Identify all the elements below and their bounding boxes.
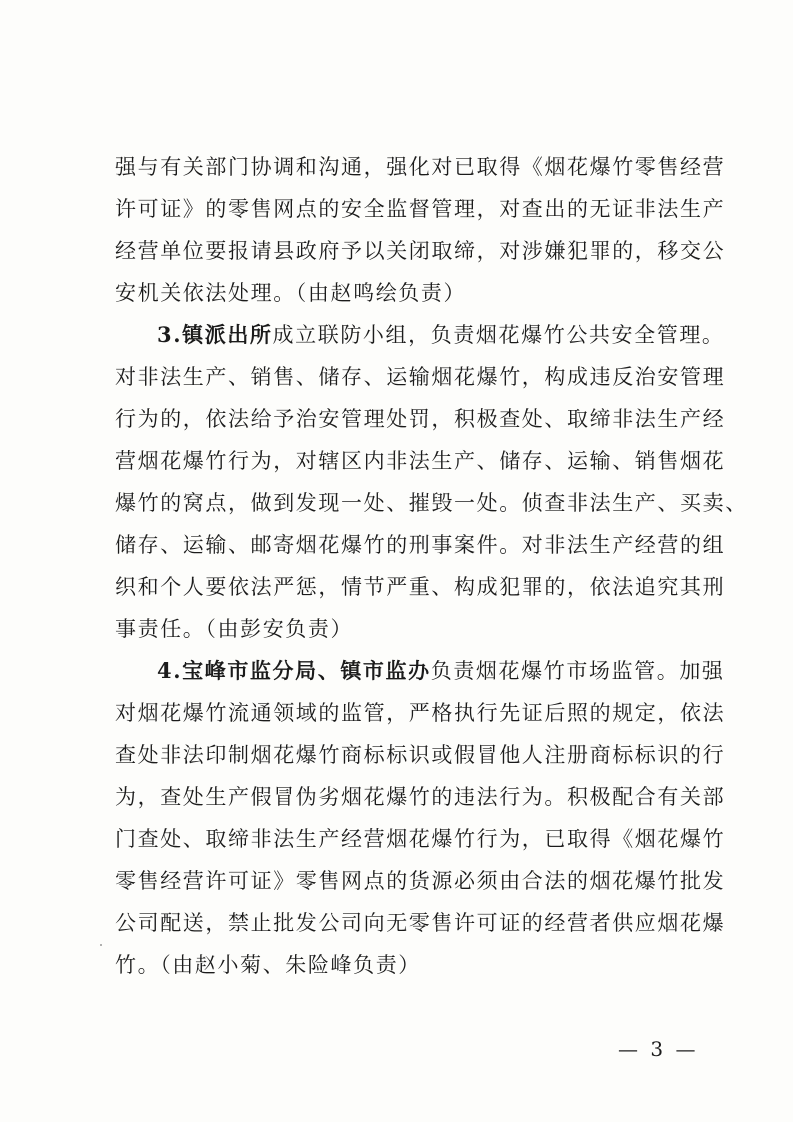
scan-speck <box>100 944 102 946</box>
text-line: 事责任。（由彭安负责） <box>115 617 354 641</box>
text-line: 储存、运输、邮寄烟花爆竹的刑事案件。对非法生产经营的组 <box>115 533 726 557</box>
text-line: 门查处、取缔非法生产经营烟花爆竹行为，已取得《烟花爆竹 <box>115 827 726 851</box>
paragraph-first-line <box>115 314 725 356</box>
text-line: 公司配送，禁止批发公司向无零售许可证的经营者供应烟花爆 <box>115 911 726 935</box>
page-number: — 3 — <box>618 1037 699 1061</box>
text-line: 竹。（由赵小菊、朱险峰负责） <box>115 953 421 977</box>
text-line: 对非法生产、销售、储存、运输烟花爆竹，构成违反治安管理 <box>115 365 726 389</box>
section-heading-police: 3.镇派出所 <box>157 322 273 347</box>
text-line: 织和个人要依法严惩，情节严重、构成犯罪的，依法追究其刑 <box>115 575 726 599</box>
body-text <box>115 146 748 986</box>
text-line: 负责烟花爆竹市场监管。加强 <box>430 659 725 683</box>
paragraph-first-line <box>115 650 725 692</box>
text-line: 爆竹的窝点，做到发现一处、摧毁一处。侦查非法生产、买卖、 <box>115 491 748 515</box>
text-line: 零售经营许可证》零售网点的货源必须由合法的烟花爆竹批发 <box>115 869 726 893</box>
text-line: 强与有关部门协调和沟通，强化对已取得《烟花爆竹零售经营 <box>115 155 726 179</box>
text-line: 经营单位要报请县政府予以关闭取缔，对涉嫌犯罪的，移交公 <box>115 239 726 263</box>
text-line: 查处非法印制烟花爆竹商标标识或假冒他人注册商标标识的行 <box>115 743 726 767</box>
text-line: 成立联防小组，负责烟花爆竹公共安全管理。 <box>272 323 725 347</box>
text-line: 营烟花爆竹行为，对辖区内非法生产、储存、运输、销售烟花 <box>115 449 726 473</box>
text-line: 行为的，依法给予治安管理处罚，积极查处、取缔非法生产经 <box>115 407 726 431</box>
text-line: 为，查处生产假冒伪劣烟花爆竹的违法行为。积极配合有关部 <box>115 785 726 809</box>
text-line: 许可证》的零售网点的安全监督管理，对查出的无证非法生产 <box>115 197 726 221</box>
section-heading-market-supervision: 4.宝峰市监分局、镇市监办 <box>157 658 431 683</box>
text-line: 对烟花爆竹流通领域的监管，严格执行先证后照的规定，依法 <box>115 701 726 725</box>
text-line: 安机关依法处理。（由赵鸣绘负责） <box>115 281 467 305</box>
